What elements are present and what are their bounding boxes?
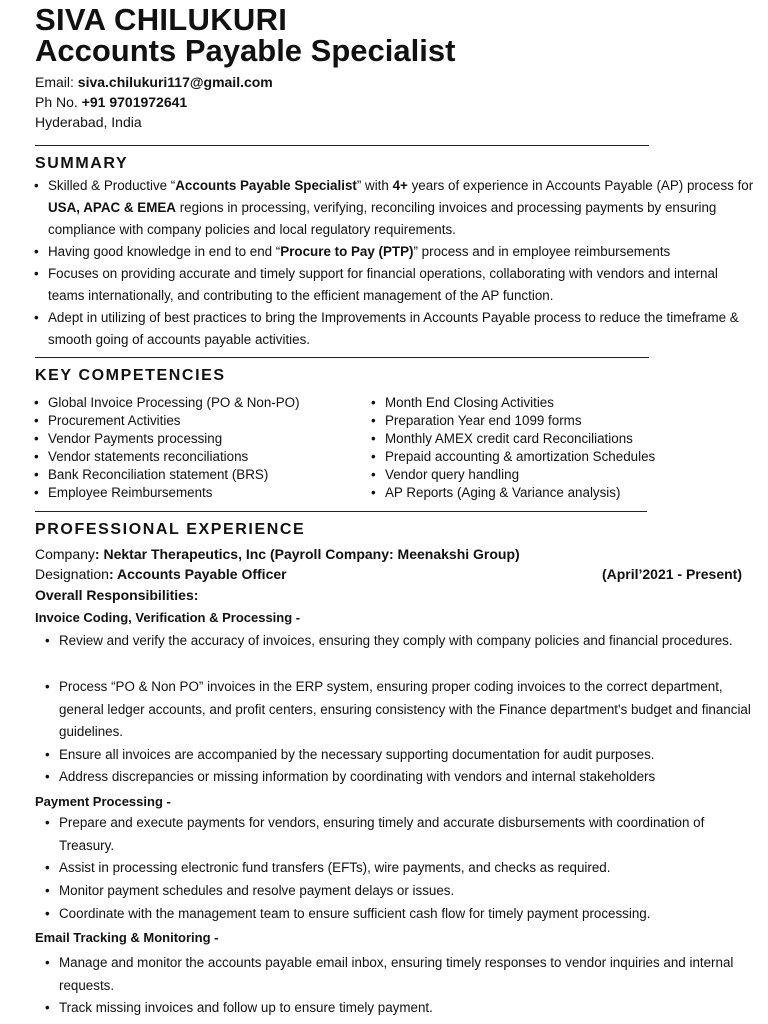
section-title-summary: SUMMARY [35,155,129,172]
employment-dates: (April’2021 - Present) [601,566,742,582]
summary-text: Adept in utilizing of best practices to bring the Improvements in Accounts Payable process to reduce the timeframe & smooth going of accounts payable activities. [48,310,739,347]
summary-bold: Accounts Payable Specialist [175,178,357,193]
section-title-competencies: KEY COMPETENCIES [35,367,226,384]
responsibility-item [45,997,754,1020]
competency-label: Month End Closing Activities [385,395,554,410]
competency-label: Monthly AMEX credit card Reconciliations [385,431,633,446]
bullet-icon: • [45,633,50,648]
email-label: Email: [35,74,78,90]
competency-item [34,448,249,466]
competency-label: Global Invoice Processing (PO & Non-PO) [48,395,300,410]
competency-item [34,430,223,448]
competency-item [34,484,213,502]
bullet-icon: • [45,906,50,921]
bullet-icon: • [371,395,376,410]
bullet-icon: • [34,413,39,428]
email-value[interactable]: siva.chilukuri117@gmail.com [77,74,273,90]
competency-item [371,394,554,412]
bullet-icon: • [45,769,50,784]
responsibility-item [45,630,754,653]
responsibility-text: Assist in processing electronic fund transfers (EFTs), wire payments, and checks as required. [59,860,611,875]
responsibility-item [45,880,754,903]
bullet-icon: • [45,883,50,898]
designation-line [35,564,287,584]
phone-label: Ph No. [35,94,82,110]
summary-text: Focuses on providing accurate and timely support for financial operations, collaborating with vendors and internal teams internationally, and contributing to the efficient management of the AP function. [48,266,718,303]
divider [35,357,649,358]
bullet-icon: • [45,815,50,830]
competency-label: Vendor Payments processing [48,431,223,446]
summary-item [34,263,758,307]
responsibility-text: Track missing invoices and follow up to ensure timely payment. [59,1000,433,1015]
responsibility-text: Prepare and execute payments for vendors, ensuring timely and accurate disbursements with coordination of Treasury. [59,815,705,853]
bullet-icon: • [45,860,50,875]
responsibility-text: Review and verify the accuracy of invoices, ensuring they comply with company policies and financial procedures. [59,633,733,648]
responsibility-text: Manage and monitor the accounts payable email inbox, ensuring timely responses to vendor inquiries and internal requests. [59,955,734,993]
competency-item [371,412,582,430]
responsibility-text: Process “PO & Non PO” invoices in the ERP system, ensuring proper coding invoices to the correct department, general ledger accounts, and profit centers, ensuring consistency with the Finance department's budget and financial guidelines. [59,679,751,739]
competency-label: Prepaid accounting & amortization Schedules [385,449,656,464]
section-title-experience: PROFESSIONAL EXPERIENCE [35,521,306,538]
responsibility-text: Monitor payment schedules and resolve payment delays or issues. [59,883,455,898]
responsibility-text: Address discrepancies or missing information by coordinating with vendors and internal stakeholders [59,769,656,784]
competency-item [371,430,633,448]
competency-item [371,466,520,484]
bullet-icon: • [371,449,376,464]
responsibility-item [45,744,754,767]
responsibility-item [45,903,754,926]
bullet-icon: • [34,395,39,410]
subsection-heading: Invoice Coding, Verification & Processing - [35,610,301,625]
overall-responsibilities-heading: Overall Responsibilities: [35,587,199,603]
company-value: : Nektar Therapeutics, Inc (Payroll Company: Meenakshi Group) [94,546,520,562]
bullet-icon: • [34,266,39,281]
phone-line [35,93,187,111]
competency-item [34,394,300,412]
summary-text: ” with [356,178,393,193]
bullet-icon: • [34,467,39,482]
summary-text: Having good knowledge in end to end “ [48,244,281,259]
phone-value[interactable]: +91 9701972641 [81,94,188,110]
bullet-icon: • [371,467,376,482]
competency-item [371,448,656,466]
responsibility-item [45,812,754,857]
divider [35,145,649,146]
competency-label: AP Reports (Aging & Variance analysis) [385,485,621,500]
subsection-heading: Payment Processing - [35,794,171,809]
bullet-icon: • [371,431,376,446]
responsibility-text: Ensure all invoices are accompanied by the necessary supporting documentation for audit purposes. [59,747,655,762]
bullet-icon: • [45,955,50,970]
subsection-heading: Email Tracking & Monitoring - [35,930,219,945]
summary-item [34,307,758,351]
designation-value: : Accounts Payable Officer [108,566,287,582]
competency-label: Procurement Activities [48,413,181,428]
summary-text: years of experience in Accounts Payable (AP) process for [407,178,754,193]
bullet-icon: • [34,449,39,464]
email-line [35,73,273,91]
summary-bold: 4+ [392,178,408,193]
designation-label: Designation [35,566,109,582]
responsibility-item [45,857,754,880]
summary-item [34,241,758,263]
candidate-name: SIVA CHILUKURI [35,2,288,37]
competency-label: Vendor query handling [385,467,520,482]
summary-text: Skilled & Productive “ [48,178,176,193]
summary-bold: USA, APAC & EMEA [48,200,176,215]
bullet-icon: • [34,485,39,500]
location-line: Hyderabad, India [35,114,142,130]
competency-label: Employee Reimbursements [48,485,213,500]
bullet-icon: • [34,310,39,325]
competency-item [34,466,269,484]
bullet-icon: • [34,244,39,259]
bullet-icon: • [371,413,376,428]
responsibility-item [45,766,754,789]
bullet-icon: • [34,431,39,446]
company-line [35,544,520,564]
responsibility-item [45,952,754,997]
summary-bold: Procure to Pay (PTP) [280,244,414,259]
bullet-icon: • [371,485,376,500]
competency-label: Bank Reconciliation statement (BRS) [48,467,269,482]
competency-item [371,484,621,502]
bullet-icon: • [34,178,39,193]
responsibility-text: Coordinate with the management team to ensure sufficient cash flow for timely payment processing. [59,906,651,921]
responsibility-item [45,676,754,744]
bullet-icon: • [45,747,50,762]
summary-text: ” process and in employee reimbursements [413,244,671,259]
company-label: Company [35,546,95,562]
competency-label: Vendor statements reconciliations [48,449,249,464]
candidate-role: Accounts Payable Specialist [35,33,456,68]
competency-label: Preparation Year end 1099 forms [385,413,582,428]
bullet-icon: • [45,1000,50,1015]
summary-text: regions in processing, verifying, reconciling invoices and processing payments by ensuring compliance with company policies and local regulatory requirements. [48,200,717,237]
bullet-icon: • [45,679,50,694]
summary-item [34,175,758,241]
competency-item [34,412,181,430]
divider [35,511,647,512]
